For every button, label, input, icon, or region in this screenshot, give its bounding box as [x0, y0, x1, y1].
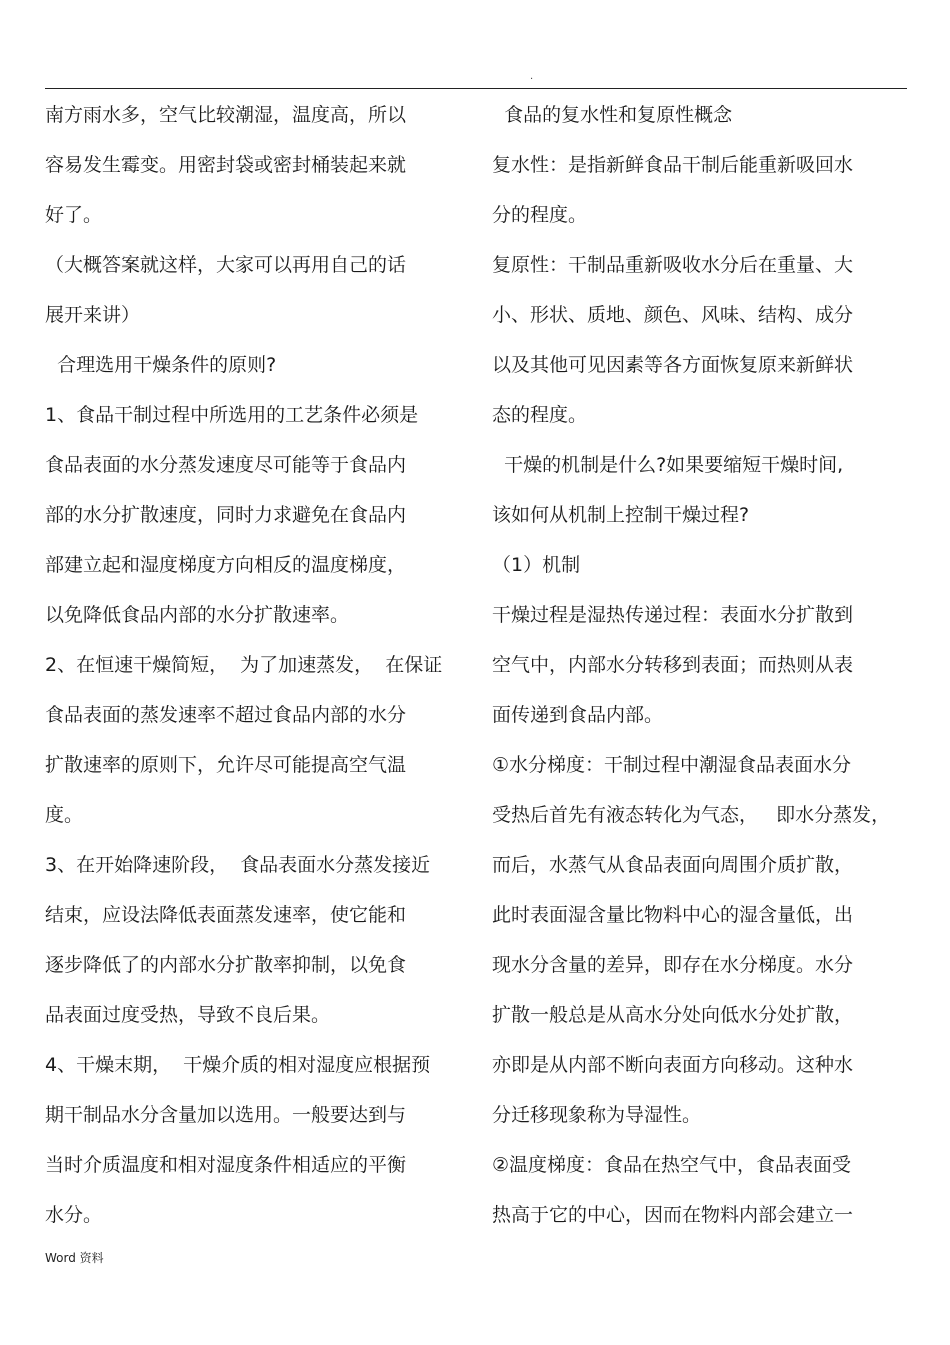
- text-line: 扩散速率的原则下，允许尽可能提高空气温: [45, 754, 407, 776]
- header-rule: [45, 88, 907, 89]
- text-line: 受热后首先有液态转化为气态， 即水分蒸发，: [492, 804, 891, 826]
- text-line: 2、在恒速干燥简短， 为了加速蒸发， 在保证: [45, 654, 443, 676]
- text-line: ①水分梯度：干制过程中潮湿食品表面水分: [492, 754, 852, 776]
- text-line: 4、干燥末期， 干燥介质的相对湿度应根据预: [45, 1054, 431, 1076]
- text-line: 1、食品干制过程中所选用的工艺条件必须是: [45, 404, 419, 426]
- text-line: 小、形状、质地、颜色、风味、结构、成分: [492, 304, 854, 326]
- text-line: 该如何从机制上控制干燥过程?: [492, 504, 750, 526]
- right-column: [492, 90, 907, 1240]
- text-line: 3、在开始降速阶段， 食品表面水分蒸发接近: [45, 854, 431, 876]
- text-line: ②温度梯度：食品在热空气中，食品表面受: [492, 1154, 852, 1176]
- text-line: 分迁移现象称为导湿性。: [492, 1104, 702, 1126]
- text-line: 亦即是从内部不断向表面方向移动。这种水: [492, 1054, 854, 1076]
- text-line: 南方雨水多，空气比较潮湿，温度高，所以: [45, 104, 407, 126]
- text-line: 扩散一般总是从高水分处向低水分处扩散，: [492, 1004, 854, 1026]
- text-line: 当时介质温度和相对湿度条件相适应的平衡: [45, 1154, 407, 1176]
- text-line: 度。: [45, 804, 84, 826]
- text-line: 食品表面的蒸发速率不超过食品内部的水分: [45, 704, 407, 726]
- text-line: 此时表面湿含量比物料中心的湿含量低，出: [492, 904, 854, 926]
- text-line: 态的程度。: [492, 404, 588, 426]
- question-heading: 食品的复水性和复原性概念: [492, 104, 733, 126]
- header-dot: .: [530, 71, 534, 82]
- question-heading: 干燥的机制是什么?如果要缩短干燥时间,: [492, 454, 844, 476]
- text-line: 热高于它的中心，因而在物料内部会建立一: [492, 1204, 854, 1226]
- text-line: 以免降低食品内部的水分扩散速率。: [45, 604, 350, 626]
- footer-label: Word 资料: [45, 1251, 104, 1265]
- text-line: 部建立起和湿度梯度方向相反的温度梯度，: [45, 554, 407, 576]
- text-line: 以及其他可见因素等各方面恢复原来新鲜状: [492, 354, 854, 376]
- text-line: 食品表面的水分蒸发速度尽可能等于食品内: [45, 454, 407, 476]
- text-line: （大概答案就这样，大家可以再用自己的话: [45, 254, 407, 276]
- text-line: 面传递到食品内部。: [492, 704, 664, 726]
- text-line: 逐步降低了的内部水分扩散率抑制，以免食: [45, 954, 407, 976]
- text-line: 现水分含量的差异，即存在水分梯度。水分: [492, 954, 854, 976]
- text-line: 而后，水蒸气从食品表面向周围介质扩散，: [492, 854, 854, 876]
- text-line: 容易发生霉变。用密封袋或密封桶装起来就: [45, 154, 407, 176]
- text-line: 水分。: [45, 1204, 103, 1226]
- left-column: [45, 90, 475, 1240]
- text-line: 空气中，内部水分转移到表面；而热则从表: [492, 654, 854, 676]
- text-line: 展开来讲）: [45, 304, 141, 326]
- text-line: 品表面过度受热，导致不良后果。: [45, 1004, 331, 1026]
- text-line: 部的水分扩散速度，同时力求避免在食品内: [45, 504, 407, 526]
- text-line: （1）机制: [492, 554, 581, 576]
- text-line: 复水性：是指新鲜食品干制后能重新吸回水: [492, 154, 854, 176]
- text-line: 复原性：干制品重新吸收水分后在重量、大: [492, 254, 854, 276]
- text-line: 分的程度。: [492, 204, 588, 226]
- text-line: 干燥过程是湿热传递过程：表面水分扩散到: [492, 604, 854, 626]
- text-line: 结束，应设法降低表面蒸发速率，使它能和: [45, 904, 407, 926]
- question-heading: 合理选用干燥条件的原则?: [45, 354, 277, 376]
- text-line: 好了。: [45, 204, 103, 226]
- text-line: 期干制品水分含量加以选用。一般要达到与: [45, 1104, 407, 1126]
